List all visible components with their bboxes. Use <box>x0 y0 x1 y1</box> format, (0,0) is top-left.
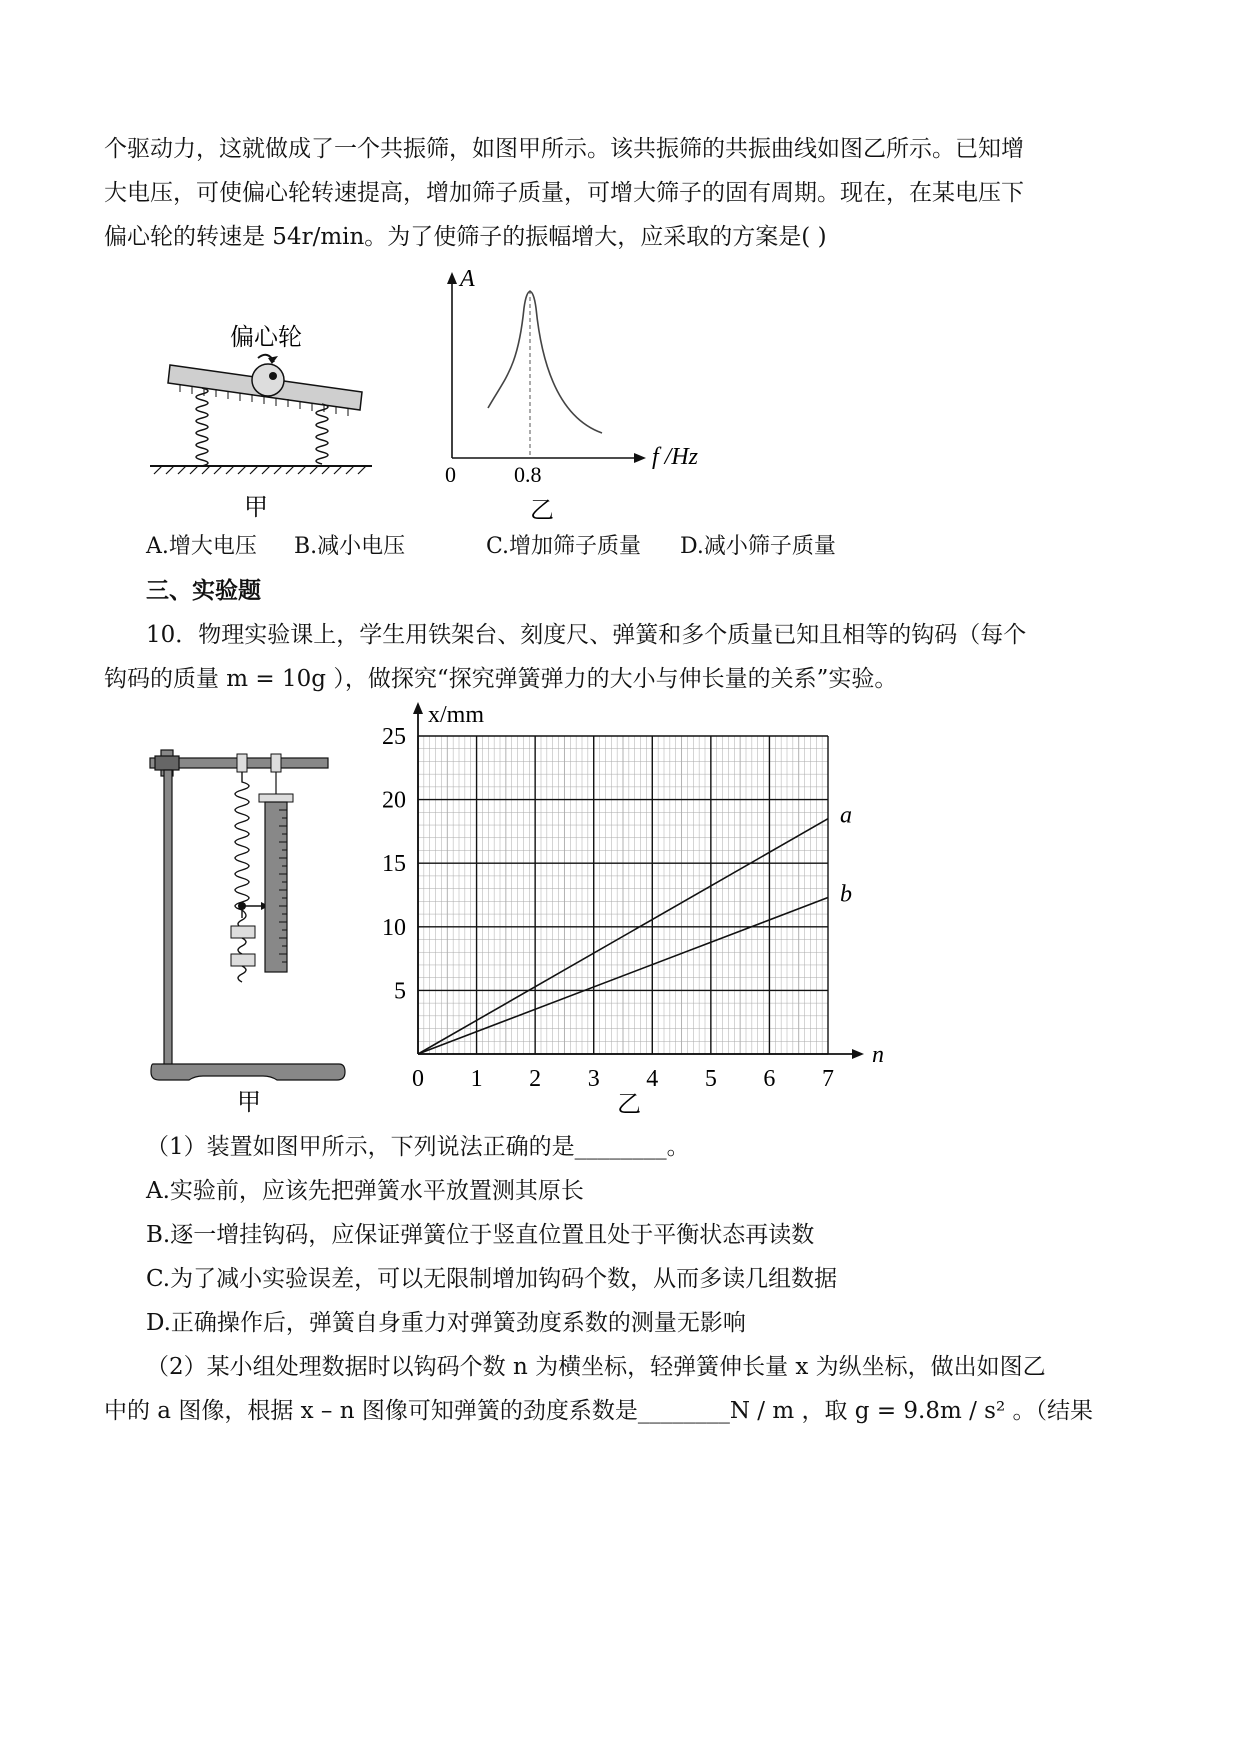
origin-label: 0 <box>445 462 456 487</box>
x-tick-label: 6 <box>763 1066 776 1092</box>
series-label-a: a <box>840 802 852 829</box>
fig-caption-jia-2: 甲 <box>237 1090 261 1116</box>
q9-option-d: D.减小筛子质量 <box>680 534 836 559</box>
q10-intro-2: 钩码的质量 m = 10g ），做探究“探究弹簧弹力的大小与伸长量的关系”实验。 <box>104 666 898 692</box>
x-tick-label: 1 <box>470 1066 483 1092</box>
tick-labels <box>382 724 834 1092</box>
iron-stand-figure <box>145 738 355 1118</box>
x-n-chart <box>370 700 890 1120</box>
q10-part1-stem: （1）装置如图甲所示，下列说法正确的是________。 <box>146 1134 690 1160</box>
q10-part1-option-d: D.正确操作后，弹簧自身重力对弹簧劲度系数的测量无影响 <box>146 1310 746 1336</box>
fig-caption-yi: 乙 <box>530 498 554 524</box>
q9-option-a: A.增大电压 <box>146 534 257 559</box>
x-tick-label: 5 <box>704 1066 717 1092</box>
minor-grid <box>418 736 828 1054</box>
x-tick-label: 4 <box>646 1066 659 1092</box>
eccentric-wheel-label: 偏心轮 <box>230 325 302 351</box>
q10-part1-option-b: B.逐一增挂钩码，应保证弹簧位于竖直位置且处于平衡状态再读数 <box>146 1222 815 1248</box>
fig-caption-jia: 甲 <box>244 495 268 521</box>
fig-caption-yi-2: 乙 <box>617 1092 642 1118</box>
q9-option-b: B.减小电压 <box>294 534 406 559</box>
q10-intro-1: 10．物理实验课上，学生用铁架台、刻度尺、弹簧和多个质量已知且相等的钩码（每个 <box>146 622 1027 648</box>
q10-part2-line-1: （2）某小组处理数据时以钩码个数 n 为横坐标，轻弹簧伸长量 x 为纵坐标，做出如图乙 <box>146 1354 1046 1380</box>
q10-part1-option-a: A.实验前，应该先把弹簧水平放置测其原长 <box>146 1178 584 1204</box>
q9-option-c: C.增加筛子质量 <box>486 534 642 559</box>
q9-line-1: 个驱动力，这就做成了一个共振筛，如图甲所示。该共振筛的共振曲线如图乙所示。已知增 <box>104 136 1024 162</box>
resonance-curve <box>488 292 602 434</box>
q10-part1-option-c: C.为了减小实验误差，可以无限制增加钩码个数，从而多读几组数据 <box>146 1266 838 1292</box>
x-tick-label: 3 <box>587 1066 600 1092</box>
q10-part2-line-2: 中的 a 图像，根据 x – n 图像可知弹簧的劲度系数是________N / m ，取 g = 9.8m / s² 。（结果 <box>104 1398 1093 1424</box>
y-axis-label: A <box>460 266 475 292</box>
series-label-b: b <box>840 881 852 908</box>
x-tick-label: 7 <box>822 1066 834 1092</box>
y-tick-label: 5 <box>394 978 406 1005</box>
y-axis-label: x/mm <box>428 702 485 728</box>
section-title: 三、实验题 <box>146 577 261 604</box>
peak-tick-label: 0.8 <box>514 462 542 487</box>
q9-line-3: 偏心轮的转速是 54r/min。为了使筛子的振幅增大，应采取的方案是( ) <box>104 224 827 250</box>
y-tick-label: 20 <box>382 787 406 814</box>
x-axis-label: f /Hz <box>652 444 699 470</box>
sieve-figure <box>140 300 390 530</box>
y-tick-label: 15 <box>382 851 406 878</box>
resonance-curve-chart <box>430 268 720 528</box>
x-axis-label: n <box>872 1042 884 1068</box>
q9-line-2: 大电压，可使偏心轮转速提高，增加筛子质量，可增大筛子的固有周期。现在，在某电压下 <box>104 180 1024 206</box>
axes <box>413 702 864 1059</box>
x-tick-label: 2 <box>529 1066 542 1092</box>
x-tick-label: 0 <box>412 1066 424 1092</box>
y-tick-label: 10 <box>382 914 406 941</box>
y-tick-label: 25 <box>382 724 406 750</box>
